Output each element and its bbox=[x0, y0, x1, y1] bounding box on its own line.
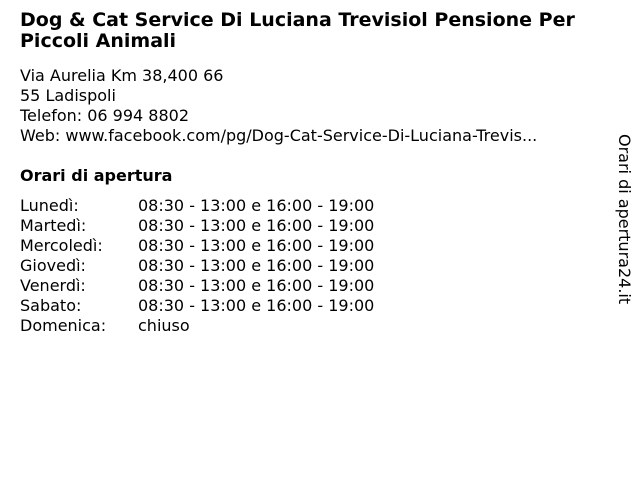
hours-time: 08:30 - 13:00 e 16:00 - 19:00 bbox=[138, 196, 375, 215]
hours-day: Giovedì: bbox=[20, 256, 86, 275]
address-street: Via Aurelia Km 38,400 66 bbox=[20, 66, 224, 85]
hours-row-saturday bbox=[20, 296, 610, 316]
hours-day: Domenica: bbox=[20, 316, 107, 335]
hours-time: 08:30 - 13:00 e 16:00 - 19:00 bbox=[138, 256, 375, 275]
hours-day: Lunedì: bbox=[20, 196, 79, 215]
website-url[interactable]: Web: www.facebook.com/pg/Dog-Cat-Service-Di-Luciana-Trevis... bbox=[20, 126, 538, 145]
hours-row-monday bbox=[20, 196, 610, 216]
hours-day: Mercoledì: bbox=[20, 236, 103, 255]
hours-time: chiuso bbox=[138, 316, 190, 335]
hours-day: Sabato: bbox=[20, 296, 82, 315]
hours-row-sunday bbox=[20, 316, 610, 336]
hours-time: 08:30 - 13:00 e 16:00 - 19:00 bbox=[138, 236, 375, 255]
business-title: Dog & Cat Service Di Luciana Trevisiol Pensione Per Piccoli Animali bbox=[20, 9, 575, 52]
address-city: 55 Ladispoli bbox=[20, 86, 116, 105]
hours-time: 08:30 - 13:00 e 16:00 - 19:00 bbox=[138, 296, 375, 315]
opening-hours-heading: Orari di apertura bbox=[20, 166, 173, 185]
hours-row-tuesday bbox=[20, 216, 610, 236]
hours-time: 08:30 - 13:00 e 16:00 - 19:00 bbox=[138, 216, 375, 235]
website-link[interactable] bbox=[20, 126, 610, 146]
site-brand-watermark: Orari di apertura24.it bbox=[615, 134, 634, 305]
hours-row-wednesday bbox=[20, 236, 610, 256]
phone-number[interactable]: Telefon: 06 994 8802 bbox=[20, 106, 190, 125]
hours-time: 08:30 - 13:00 e 16:00 - 19:00 bbox=[138, 276, 375, 295]
business-contact bbox=[20, 66, 610, 146]
opening-hours-table bbox=[20, 196, 610, 336]
hours-row-friday bbox=[20, 276, 610, 296]
business-card bbox=[20, 10, 610, 336]
hours-day: Martedì: bbox=[20, 216, 87, 235]
hours-row-thursday bbox=[20, 256, 610, 276]
hours-day: Venerdì: bbox=[20, 276, 86, 295]
